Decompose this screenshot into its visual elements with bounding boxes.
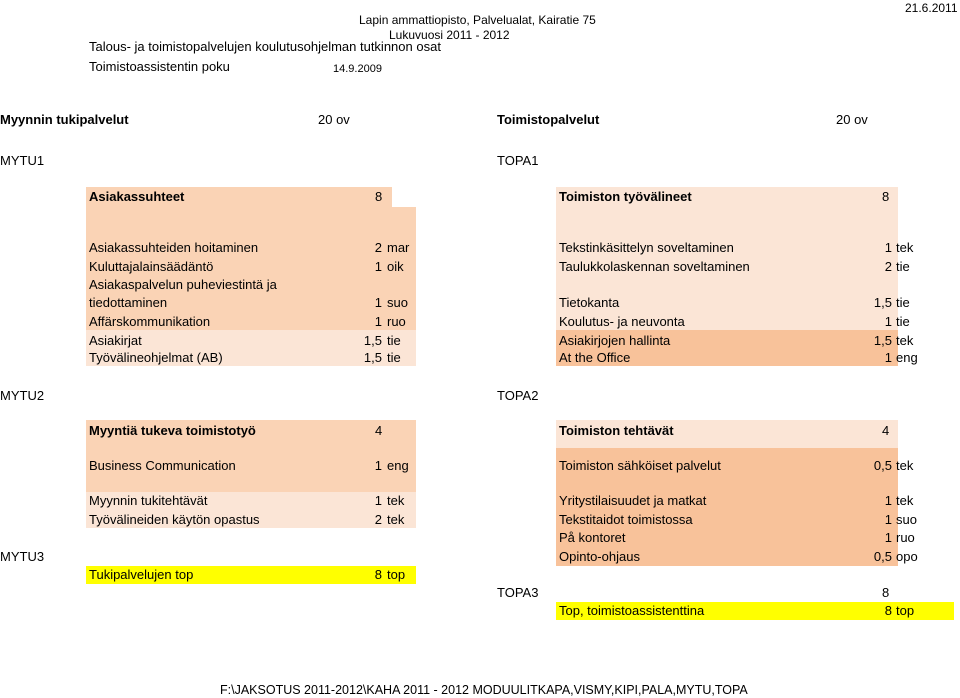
list-item-name: Kuluttajalainsäädäntö <box>89 259 214 274</box>
list-item-unit: tie <box>896 259 910 274</box>
list-item-num: 1 <box>374 493 382 508</box>
list-item-unit: tek <box>387 512 405 527</box>
degree-date: 14.9.2009 <box>333 63 382 75</box>
list-item-name: Asiakirjat <box>89 333 142 348</box>
list-item-name: Affärskommunikation <box>89 314 211 329</box>
list-item-unit: eng <box>896 350 918 365</box>
list-item-name: Yritystilaisuudet ja matkat <box>559 493 707 508</box>
left-block2-value: 4 <box>375 423 383 438</box>
list-item-num: 1 <box>374 314 382 329</box>
left-block1-value: 8 <box>375 189 383 204</box>
list-item-num: 1,5 <box>873 333 892 348</box>
left-block2-title: Myyntiä tukeva toimistotyö <box>89 423 256 438</box>
topa2-label: TOPA2 <box>497 388 539 403</box>
list-item-name: Työvälineiden käytön opastus <box>89 512 260 527</box>
list-item-num: 1 <box>374 295 382 310</box>
list-item-num: 1,5 <box>363 350 382 365</box>
list-item-name: Asiakaspalvelun puheviestintä ja <box>89 277 277 292</box>
right-section-title: Toimistopalvelut <box>497 112 600 127</box>
list-item-unit: tie <box>896 295 910 310</box>
list-item-num: 1 <box>374 259 382 274</box>
list-item-num: 1 <box>884 512 892 527</box>
list-item-name: Myynnin tukitehtävät <box>89 493 208 508</box>
list-item-num: 2 <box>884 259 892 274</box>
topa1-label: TOPA1 <box>497 153 539 168</box>
right-section-ov: 20 ov <box>836 112 868 127</box>
list-item-unit: suo <box>896 512 917 527</box>
list-item-num: 1 <box>884 240 892 255</box>
list-item-num: 1 <box>884 350 892 365</box>
right-block3-num: 8 <box>884 603 892 618</box>
left-block3-name: Tukipalvelujen top <box>89 567 194 582</box>
list-item-unit: oik <box>387 259 404 274</box>
list-item-unit: opo <box>896 549 918 564</box>
school-year: Lukuvuosi 2011 - 2012 <box>389 28 510 42</box>
right-block3-unit: top <box>896 603 915 618</box>
school-name: Lapin ammattiopisto, Palvelualat, Kairatie 75 <box>359 13 596 27</box>
list-item-unit: tek <box>896 458 914 473</box>
list-item-unit: tie <box>896 314 910 329</box>
topa3-value: 8 <box>882 585 890 600</box>
mytu1-label: MYTU1 <box>0 153 45 168</box>
left-block3-num: 8 <box>374 567 382 582</box>
list-item-num: 0,5 <box>873 458 892 473</box>
list-item-unit: eng <box>387 458 409 473</box>
list-item-unit: suo <box>387 295 408 310</box>
list-item-name: Tekstinkäsittelyn soveltaminen <box>559 240 734 255</box>
list-item-name: Asiakirjojen hallinta <box>559 333 671 348</box>
list-item-name: Opinto-ohjaus <box>559 549 640 564</box>
list-item-num: 1,5 <box>363 333 382 348</box>
left-section-ov: 20 ov <box>318 112 350 127</box>
list-item-name: På kontoret <box>559 530 626 545</box>
list-item-name: Business Communication <box>89 458 236 473</box>
mytu3-label: MYTU3 <box>0 549 45 564</box>
list-item-unit: tek <box>896 333 914 348</box>
list-item-unit: mar <box>387 240 410 255</box>
list-item-unit: ruo <box>896 530 915 545</box>
list-item-name: Koulutus- ja neuvonta <box>559 314 685 329</box>
list-item-unit: tek <box>896 493 914 508</box>
degree-title: Toimistoassistentin poku <box>89 59 230 74</box>
list-item-name: tiedottaminen <box>89 295 168 310</box>
list-item-name: Tekstitaidot toimistossa <box>559 512 693 527</box>
list-item-name: Asiakassuhteiden hoitaminen <box>89 240 259 255</box>
left-section-title: Myynnin tukipalvelut <box>0 112 129 127</box>
list-item-num: 1 <box>884 493 892 508</box>
list-item-unit: tek <box>387 493 405 508</box>
list-item-num: 1,5 <box>873 295 892 310</box>
list-item-name: Toimiston sähköiset palvelut <box>559 458 721 473</box>
topa3-label: TOPA3 <box>497 585 539 600</box>
list-item-unit: tie <box>387 333 401 348</box>
list-item-num: 2 <box>374 240 382 255</box>
right-block1-value: 8 <box>882 189 890 204</box>
list-item-name: Työvälineohjelmat (AB) <box>89 350 223 365</box>
left-block3-unit: top <box>387 567 406 582</box>
left-block1-title: Asiakassuhteet <box>89 189 185 204</box>
list-item-name: At the Office <box>559 350 631 365</box>
list-item-num: 0,5 <box>873 549 892 564</box>
list-item-name: Taulukkolaskennan soveltaminen <box>559 259 750 274</box>
footer-path: F:\JAKSOTUS 2011-2012\KAHA 2011 - 2012 MODUULITKAPA,VISMY,KIPI,PALA,MYTU,TOPA <box>220 683 748 697</box>
right-block2-title: Toimiston tehtävät <box>559 423 674 438</box>
document-date: 21.6.2011 <box>905 1 958 15</box>
list-item-num: 1 <box>884 530 892 545</box>
list-item-num: 1 <box>884 314 892 329</box>
list-item-name: Tietokanta <box>559 295 620 310</box>
right-block3-name: Top, toimistoassistenttina <box>559 603 705 618</box>
right-block1-title: Toimiston työvälineet <box>559 189 692 204</box>
program-title: Talous- ja toimistopalvelujen koulutusohjelman tutkinnon osat <box>89 39 441 54</box>
list-item-unit: tie <box>387 350 401 365</box>
list-item-num: 2 <box>374 512 382 527</box>
list-item-unit: ruo <box>387 314 406 329</box>
mytu2-label: MYTU2 <box>0 388 45 403</box>
right-block2-value: 4 <box>882 423 890 438</box>
list-item-unit: tek <box>896 240 914 255</box>
list-item-num: 1 <box>374 458 382 473</box>
